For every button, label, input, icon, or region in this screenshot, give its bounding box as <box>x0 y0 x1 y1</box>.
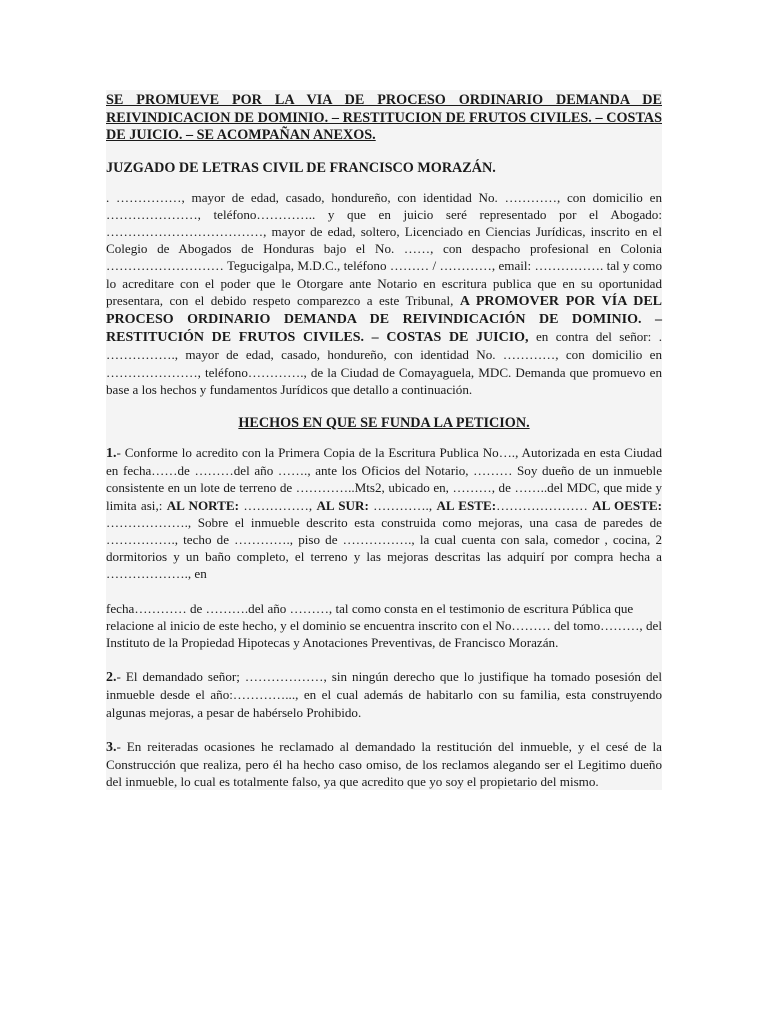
document-title: SE PROMUEVE POR LA VIA DE PROCESO ORDINARIO DEMANDA DE REIVINDICACION DE DOMINIO. – RESTITUCION DE FRUTOS CIVILES. – COSTAS DE JUICIO. – SE ACOMPAÑAN ANEXOS. <box>106 92 662 143</box>
west-label: AL OESTE: <box>592 497 662 513</box>
fact-3-paragraph <box>106 738 662 791</box>
paragraph-gap <box>106 721 662 738</box>
fact-2-paragraph <box>106 668 662 721</box>
fact-1-number: 1. <box>106 445 117 461</box>
paragraph-gap <box>106 583 662 600</box>
fact-1-text-b: ……………, <box>239 497 317 513</box>
intro-text-2: en contra del señor: . ……………., mayor de edad, casado, hondureño, con identidad No. …………, con domicilio en …………………, teléfono…………., de la Ciudad de Comayaguela, MDC. Demanda que promuevo en base a los hechos y fundamentos Jurídicos que detallo a continuación. <box>106 329 662 397</box>
document-body <box>106 90 662 790</box>
fact-1-text-a: - Conforme lo acredito con la Primera Copia de la Escritura Publica No…., Autorizada en esta Ciudad en fecha……de ………del año ……., ante los Oficios del Notario, ……… Soy dueño de un inmueble consistente en un lote de terreno de …………..Mts2, ubicado en, ………, de ……..del MDC, que mide y limita asi,: <box>106 444 662 513</box>
court-name: JUZGADO DE LETRAS CIVIL DE FRANCISCO MORAZÁN. <box>106 159 496 176</box>
fact-2-number: 2. <box>106 670 117 686</box>
fact-1-paragraph <box>106 444 662 583</box>
fact-3-number: 3. <box>106 739 117 755</box>
intro-bold-claim: A PROMOVER POR VÍA DEL PROCESO ORDINARIO DEMANDA DE REIVINDICACIÓN DE DOMINIO. – RESTITUCIÓN DE FRUTOS CIVILES. – COSTAS DE JUICIO, <box>106 293 662 346</box>
north-label: AL NORTE: <box>166 497 239 513</box>
fact-2-text: - El demandado señor; ………………, sin ningún derecho que lo justifique ha tomado posesión del inmueble desde el año:…………..., en el cual además de habitarlo con su familia, esta construyendo algunas mejoras, a pesar de habérselo Prohibido. <box>106 669 662 720</box>
intro-paragraph <box>106 189 662 398</box>
south-label: AL SUR: <box>316 497 369 513</box>
east-label: AL ESTE: <box>436 497 497 513</box>
fact-3-text: - En reiteradas ocasiones he reclamado al demandado la restitución del inmueble, y el cesé de la Construcción que realiza, pero él ha hecho caso omiso, de los reclamos alegando ser el Legitimo dueño del inmueble, lo cual es totalmente falso, ya que acredito que yo soy el propietario del mismo. <box>106 738 662 790</box>
fact-1-text-e: ………………., Sobre el inmueble descrito esta construida como mejoras, una casa de paredes de ……………., techo de …………., piso de ……………., la cual cuenta con sala, comedor , cocina, 2 dormitorios y un baño completo, el terreno y las mejoras descritas las adquirí por compra hecha a ………………., en <box>106 514 662 582</box>
fact-1-text-c: …………., <box>368 497 437 513</box>
intro-text-1: . ……………, mayor de edad, casado, hondureño, con identidad No. …………, con domicilio en …………………, teléfono………….. y que en juicio seré representado por el Abogado: ………………………………, mayor de edad, soltero, Licenciado en Ciencias Jurídicas, inscrito en el Colegio de Abogados de Honduras bajo el No. ……, con despacho profesional en Colonia ……………………… Tegucigalpa, M.D.C., teléfono ……… / …………, email: ……………. tal y como lo acreditare con el poder que le Otorgare ante Notario en escritura publica que en su oportunidad presentara, con el debido respeto comparezco a este Tribunal, <box>106 189 662 308</box>
paragraph-gap <box>106 651 662 668</box>
section-heading: HECHOS EN QUE SE FUNDA LA PETICION. <box>238 414 530 431</box>
fact-1-text-d: ………………… <box>496 497 593 513</box>
fact-1-continuation: fecha………… de ……….del año ………, tal como consta en el testimonio de escritura Pública que relacione al inicio de este hecho, y el dominio se encuentra inscrito con el No……… del tomo………, del Instituto de la Propiedad Hipotecas y Anotaciones Preventivas, de Francisco Morazán. <box>106 600 662 650</box>
